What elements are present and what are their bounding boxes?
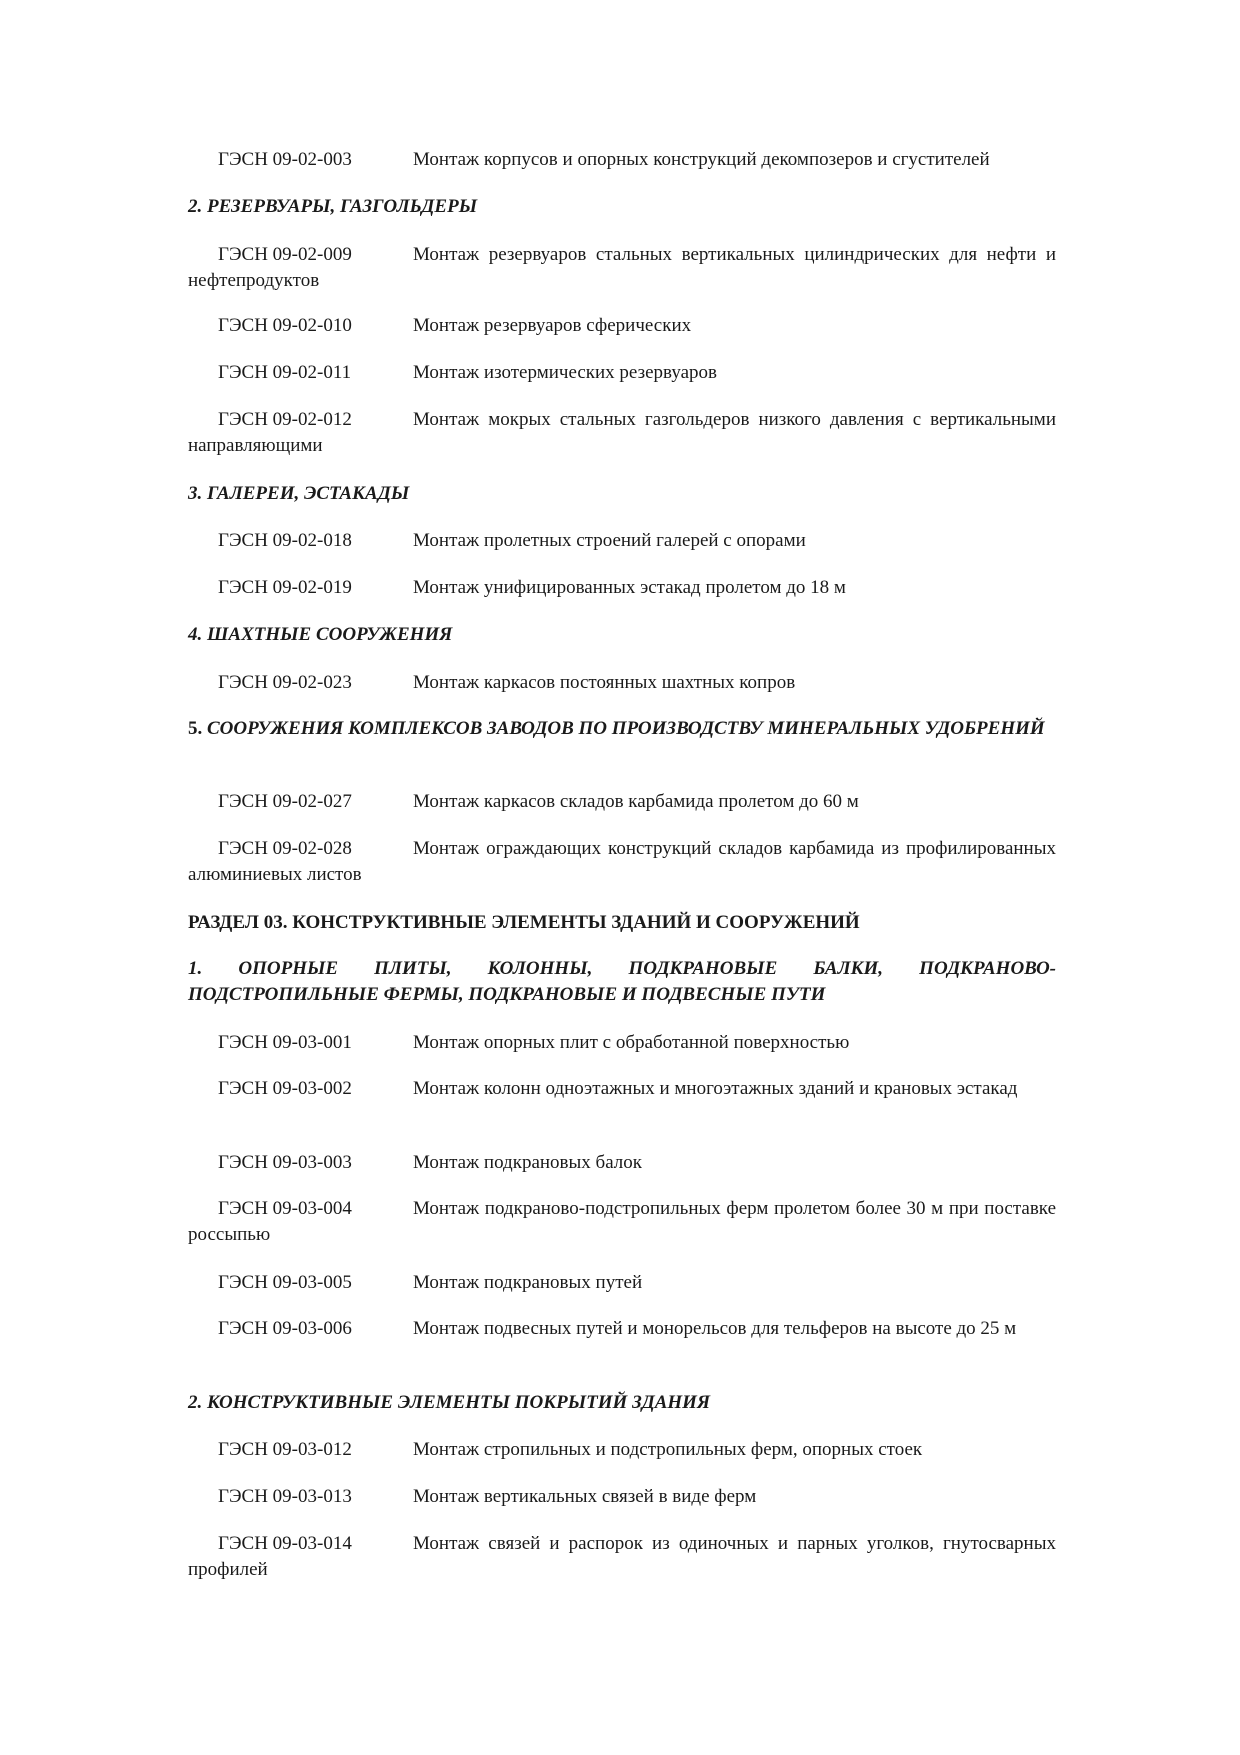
subsection-heading: 2. КОНСТРУКТИВНЫЕ ЭЛЕМЕНТЫ ПОКРЫТИЙ ЗДАНИЯ xyxy=(188,1392,711,1413)
entry-code: ГЭСН 09-03-002 xyxy=(218,1078,352,1099)
entry-code: ГЭСН 09-02-009 xyxy=(218,244,352,265)
list-item xyxy=(188,407,1056,459)
list-item xyxy=(188,528,1056,554)
list-item xyxy=(188,1316,1056,1342)
entry-text: Монтаж колонн одноэтажных и многоэтажных зданий и крановых эстакад xyxy=(413,1078,1018,1099)
list-item xyxy=(188,1030,1056,1056)
entry-text: Монтаж связей и распорок из одиночных и парных уголков, гнутосварных профилей xyxy=(188,1533,1056,1580)
list-item xyxy=(188,575,1056,601)
entry-text: Монтаж резервуаров сферических xyxy=(413,315,692,336)
entry-code: ГЭСН 09-02-023 xyxy=(218,672,352,693)
entry-code: ГЭСН 09-02-028 xyxy=(218,838,352,859)
list-item xyxy=(188,242,1056,294)
entry-code: ГЭСН 09-03-003 xyxy=(218,1152,352,1173)
list-item xyxy=(188,836,1056,888)
list-item xyxy=(188,1076,1056,1102)
entry-text: Монтаж вертикальных связей в виде ферм xyxy=(413,1486,757,1507)
list-item xyxy=(188,147,1056,173)
entry-code: ГЭСН 09-03-006 xyxy=(218,1318,352,1339)
entry-text: Монтаж подкрановых балок xyxy=(413,1152,643,1173)
entry-text: Монтаж ограждающих конструкций складов карбамида из профилированных алюминиевых листов xyxy=(188,838,1056,885)
entry-code: ГЭСН 09-03-001 xyxy=(218,1032,352,1053)
list-item xyxy=(188,1196,1056,1248)
entry-text: Монтаж подкрановых путей xyxy=(413,1272,643,1293)
entry-code: ГЭСН 09-03-005 xyxy=(218,1272,352,1293)
entry-code: ГЭСН 09-02-019 xyxy=(218,577,352,598)
entry-text: Монтаж опорных плит с обработанной поверхностью xyxy=(413,1032,850,1053)
heading-text: СООРУЖЕНИЯ КОМПЛЕКСОВ ЗАВОДОВ ПО ПРОИЗВОДСТВУ МИНЕРАЛЬНЫХ УДОБРЕНИЙ xyxy=(207,718,1045,739)
section-heading: РАЗДЕЛ 03. КОНСТРУКТИВНЫЕ ЭЛЕМЕНТЫ ЗДАНИЙ И СООРУЖЕНИЙ xyxy=(188,912,860,933)
entry-code: ГЭСН 09-03-013 xyxy=(218,1486,352,1507)
entry-code: ГЭСН 09-02-027 xyxy=(218,791,352,812)
list-item xyxy=(188,313,1056,339)
entry-code: ГЭСН 09-03-014 xyxy=(218,1533,352,1554)
entry-text: Монтаж резервуаров стальных вертикальных цилиндрических для нефти и нефтепродуктов xyxy=(188,244,1056,291)
subsection-heading: 1. ОПОРНЫЕ ПЛИТЫ, КОЛОННЫ, ПОДКРАНОВЫЕ БАЛКИ, ПОДКРАНОВО-ПОДСТРОПИЛЬНЫЕ ФЕРМЫ, ПОДКРАНОВЫЕ И ПОДВЕСНЫЕ ПУТИ xyxy=(188,958,1056,1005)
heading-number: 5. xyxy=(188,718,203,739)
list-item xyxy=(188,1270,1056,1296)
list-item xyxy=(188,1531,1056,1583)
entry-code: ГЭСН 09-02-003 xyxy=(218,149,352,170)
list-item xyxy=(188,1150,1056,1176)
entry-text: Монтаж мокрых стальных газгольдеров низкого давления с вертикальными направляющими xyxy=(188,409,1056,456)
entry-text: Монтаж каркасов складов карбамида пролетом до 60 м xyxy=(413,791,859,812)
list-item xyxy=(188,789,1056,815)
entry-code: ГЭСН 09-03-012 xyxy=(218,1439,352,1460)
list-item xyxy=(188,670,1056,696)
list-item xyxy=(188,1437,1056,1463)
entry-text: Монтаж каркасов постоянных шахтных копров xyxy=(413,672,796,693)
list-item xyxy=(188,360,1056,386)
entry-text: Монтаж подвесных путей и монорельсов для тельферов на высоте до 25 м xyxy=(413,1318,1017,1339)
entry-code: ГЭСН 09-02-010 xyxy=(218,315,352,336)
entry-text: Монтаж корпусов и опорных конструкций декомпозеров и сгустителей xyxy=(413,149,990,170)
entry-text: Монтаж унифицированных эстакад пролетом до 18 м xyxy=(413,577,846,598)
entry-code: ГЭСН 09-03-004 xyxy=(218,1198,352,1219)
entry-text: Монтаж пролетных строений галерей с опорами xyxy=(413,530,806,551)
subsection-heading: 2. РЕЗЕРВУАРЫ, ГАЗГОЛЬДЕРЫ xyxy=(188,196,478,217)
entry-text: Монтаж подкраново-подстропильных ферм пролетом более 30 м при поставке россыпью xyxy=(188,1198,1056,1245)
entry-text: Монтаж стропильных и подстропильных ферм, опорных стоек xyxy=(413,1439,923,1460)
entry-text: Монтаж изотермических резервуаров xyxy=(413,362,718,383)
entry-code: ГЭСН 09-02-018 xyxy=(218,530,352,551)
entry-code: ГЭСН 09-02-012 xyxy=(218,409,352,430)
subsection-heading: 3. ГАЛЕРЕИ, ЭСТАКАДЫ xyxy=(188,483,410,504)
entry-code: ГЭСН 09-02-011 xyxy=(218,362,352,383)
subsection-heading xyxy=(188,716,1056,742)
list-item xyxy=(188,1484,1056,1510)
subsection-heading: 4. ШАХТНЫЕ СООРУЖЕНИЯ xyxy=(188,624,453,645)
